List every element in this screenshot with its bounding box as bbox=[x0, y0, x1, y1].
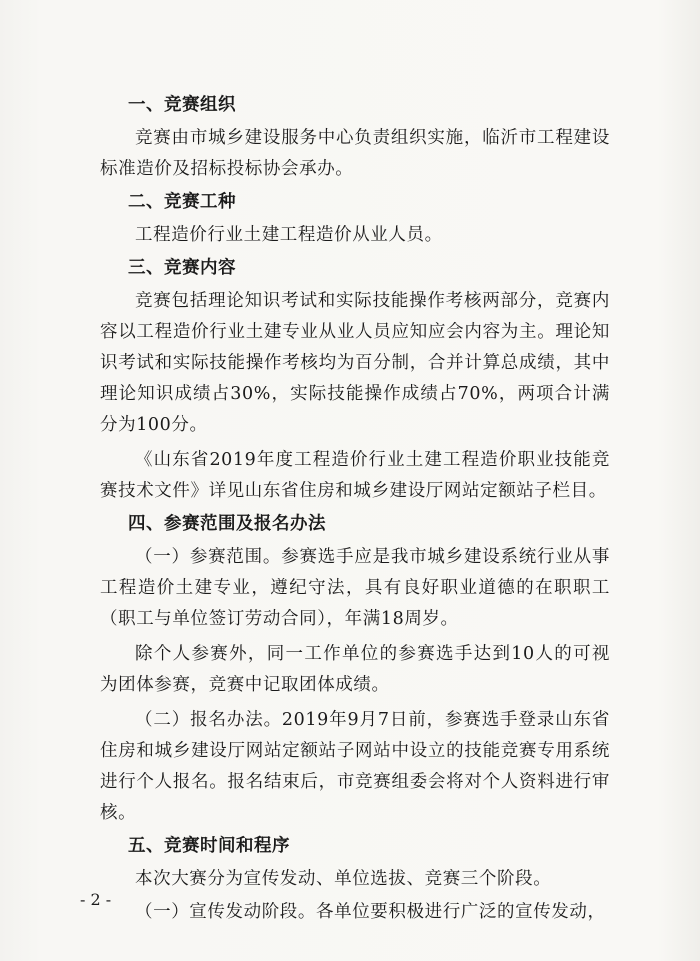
page-number: - 2 - bbox=[80, 890, 112, 909]
paragraph-technical-document: 《山东省2019年度工程造价行业土建工程造价职业技能竞赛技术文件》详见山东省住房和城乡建设厅网站定额站子栏目。 bbox=[100, 450, 610, 501]
section-heading-scope: 四、参赛范围及报名办法 bbox=[128, 514, 326, 534]
document-body bbox=[100, 92, 610, 930]
section-heading-trade: 二、竞赛工种 bbox=[128, 192, 236, 212]
paragraph-publicity: （一）宣传发动阶段。各单位要积极进行广泛的宣传发动， bbox=[135, 902, 606, 922]
paragraph-registration: （二）报名办法。2019年9月7日前，参赛选手登录山东省住房和城乡建设厅网站定额站子网站中设立的技能竞赛专用系统进行个人报名。报名结束后，市竞赛组委会将对个人资料进行审核。 bbox=[100, 710, 610, 823]
section-heading-organization: 一、竞赛组织 bbox=[128, 95, 236, 115]
paragraph-content: 竞赛包括理论知识考试和实际技能操作考核两部分，竞赛内容以工程造价行业土建专业从业人员应知应会内容为主。理论知识考试和实际技能操作考核均为百分制，合并计算总成绩，其中理论知识成绩占30%，实际技能操作成绩占70%，两项合计满分为100分。 bbox=[100, 291, 610, 435]
section-heading-schedule: 五、竞赛时间和程序 bbox=[128, 836, 290, 856]
paragraph-scope: （一）参赛范围。参赛选手应是我市城乡建设系统行业从事工程造价土建专业，遵纪守法，具有良好职业道德的在职职工（职工与单位签订劳动合同），年满18周岁。 bbox=[100, 547, 610, 629]
paragraph-trade: 工程造价行业土建工程造价从业人员。 bbox=[135, 225, 443, 245]
paragraph-team: 除个人参赛外，同一工作单位的参赛选手达到10人的可视为团体参赛，竞赛中记取团体成绩。 bbox=[100, 644, 610, 695]
paragraph-stages: 本次大赛分为宣传发动、单位选拔、竞赛三个阶段。 bbox=[135, 869, 552, 889]
paragraph-organization: 竞赛由市城乡建设服务中心负责组织实施，临沂市工程建设标准造价及招标投标协会承办。 bbox=[100, 128, 610, 179]
section-heading-content: 三、竞赛内容 bbox=[128, 258, 236, 278]
